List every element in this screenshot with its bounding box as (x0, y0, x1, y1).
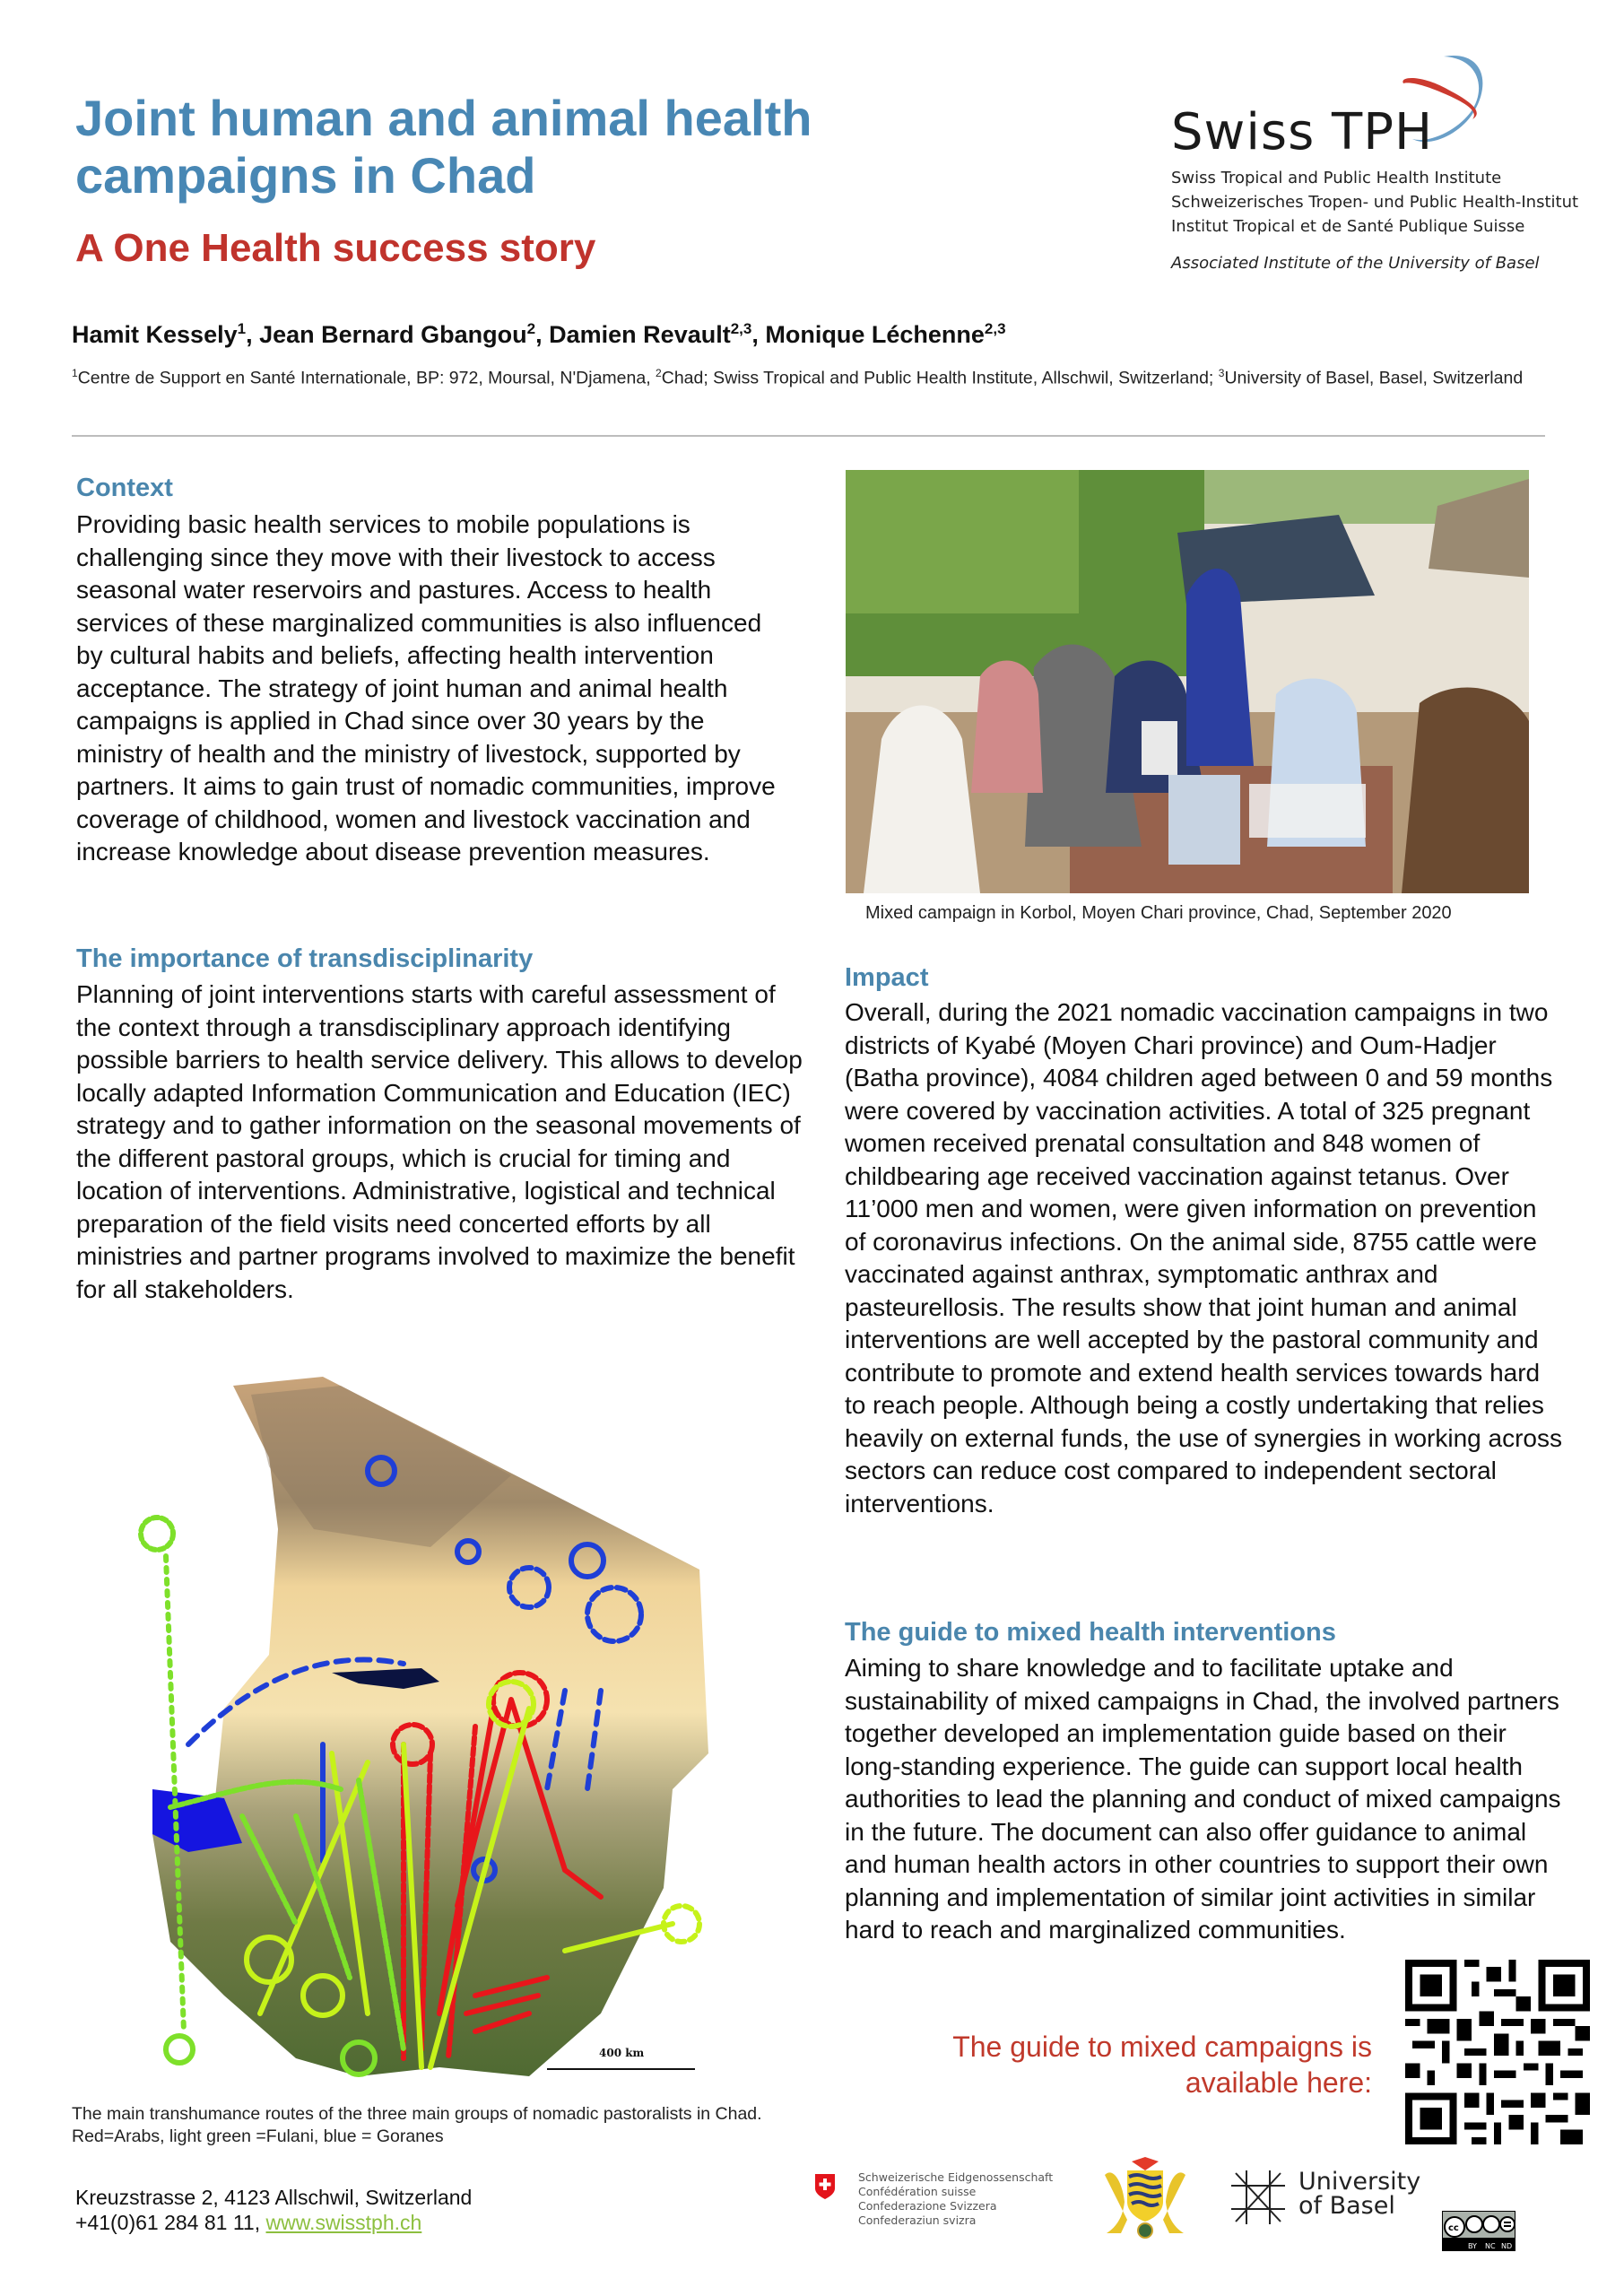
address: Kreuzstrasse 2, 4123 Allschwil, Switzerland (75, 2186, 473, 2209)
author: Monique Léchenne (765, 321, 985, 348)
guide-cta: The guide to mixed campaigns is available here: (952, 2031, 1372, 2099)
photo-caption: Mixed campaign in Korbol, Moyen Chari province, Chad, September 2020 (865, 903, 1452, 923)
logo-line-2: Schweizerisches Tropen- und Public Health-Institut (1171, 193, 1579, 212)
swiss-tph-logo (1157, 49, 1587, 291)
chad-map-image (135, 1368, 708, 2094)
guide-heading: The guide to mixed health interventions (845, 1618, 1336, 1647)
affiliations: $^1$Centre de Support en Santé Internationale, BP: 972, Moursal, N'Djamena, $^2$Chad; Swiss Tropical and Public Health Institute, Allschwil, Switzerland; $^3$University of Basel, Basel, Switzerland (72, 367, 1524, 388)
logo-line-4: Associated Institute of the University of Basel (1171, 254, 1540, 273)
phone: +41(0)61 284 81 11, (75, 2211, 266, 2234)
website-link[interactable]: www.swisstph.ch (265, 2211, 422, 2234)
map-caption: The main transhumance routes of the three main groups of nomadic pastoralists in Chad. Red=Arabs, light green =Fulani, blue = Goranes (72, 2104, 762, 2146)
context-heading: Context (76, 474, 173, 502)
university-of-basel-logo (1227, 2166, 1421, 2229)
author: Hamit Kessely (72, 321, 238, 348)
swiss-confederation-logo: Schweizerische Eidgenossenschaft Confédération suisse Confederazione Svizzera Confederaziun svizra (812, 2170, 1054, 2233)
author-list: Hamit Kessely$^1$, Jean Bernard Gbangou$^2$, Damien Revault$^{2,3}$, Monique Léchenne$^{2,3}$ (72, 320, 1006, 348)
transhumance-map (135, 1368, 708, 2094)
title-line-1: Joint human and animal health (75, 90, 812, 146)
impact-heading: Impact (845, 963, 929, 992)
poster-subtitle: A One Health success story (75, 226, 596, 270)
chad-coat-of-arms-icon (1096, 2157, 1194, 2242)
author: Damien Revault (549, 321, 731, 348)
transdisciplinarity-heading: The importance of transdisciplinarity (76, 944, 534, 973)
svg-text:cc: cc (1448, 2223, 1459, 2233)
svg-text:ND: ND (1501, 2242, 1513, 2250)
unibas-name: University of Basel (1298, 2168, 1421, 2220)
contact-block (75, 2185, 472, 2235)
title-line-2: campaigns in Chad (75, 147, 536, 204)
header-divider (72, 435, 1545, 437)
context-body: Providing basic health services to mobile populations is challenging since they move with their livestock to access seasonal water reservoirs and pastures. Access to health services of these marginalized communities is also influenced by cultural habits and beliefs, affecting health intervention acceptance. The strategy of joint human and animal health campaigns is applied in Chad since over 30 years by the ministry of health and the ministry of livestock, supported by partners. It aims to gain trust of nomadic communities, improve coverage of childhood, women and livestock vaccination and increase knowledge about disease prevention measures. (76, 510, 776, 865)
svg-text:NC: NC (1485, 2242, 1496, 2250)
campaign-photo-image (846, 470, 1529, 893)
author: Jean Bernard Gbangou (259, 321, 527, 348)
transdisciplinarity-body: Planning of joint interventions starts with careful assessment of the context through a transdisciplinary approach identifying possible barriers to health service delivery. This allows to develop locally adapted Information Communication and Education (IEC) strategy and to gather information on the seasonal movements of the different pastoral groups, which is crucial for timing and location of interventions. Administrative, logistical and technical preparation of the field visits need concerted efforts by all ministries and partner programs involved to maximize the benefit for all stakeholders. (76, 980, 803, 1303)
map-scale-label: 400 km (599, 2047, 645, 2059)
qr-code-icon[interactable] (1405, 1960, 1590, 2144)
guide-body: Aiming to share knowledge and to facilitate uptake and sustainability of mixed campaigns in Chad, the involved partners together developed an implementation guide based on their long-standing experience. The guide can support local health authorities to lead the planning and conduct of mixed campaigns in the future. The document can also offer guidance to animal and human health actors in other countries to support their own planning and implementation of similar joint activities in similar hard to reach and marginalized communities. (845, 1654, 1561, 1944)
svg-text:BY: BY (1468, 2242, 1477, 2250)
creative-commons-by-nc-nd-icon (1442, 2211, 1515, 2251)
logo-line-1: Swiss Tropical and Public Health Institute (1171, 169, 1502, 187)
logo-name: Swiss TPH (1171, 103, 1434, 161)
campaign-photo (846, 470, 1529, 893)
unibas-star-icon (1227, 2166, 1290, 2229)
impact-body: Overall, during the 2021 nomadic vaccination campaigns in two districts of Kyabé (Moyen Chari province) and Oum-Hadjer (Batha province), 4084 children aged between 0 and 59 months were covered by vaccination activities. A total of 325 pregnant women received prenatal consultation and 848 women of childbearing age received vaccination against tetanus. Over 11’000 men and women, were given information on prevention of coronavirus infections. On the animal side, 8755 cattle were vaccinated against anthrax, symptomatic anthrax and pasteurellosis. The results show that joint human and animal interventions are well accepted by the pastoral community and contribute to promote and extend health services towards hard to reach people. Although being a costly undertaking that relies heavily on external funds, the use of synergies in working across sectors can reduce cost compared to independent sectoral interventions. (845, 998, 1562, 1518)
poster-title (75, 90, 972, 204)
logo-line-3: Institut Tropical et de Santé Publique Suisse (1171, 217, 1525, 236)
swiss-shield-icon (815, 2174, 835, 2199)
